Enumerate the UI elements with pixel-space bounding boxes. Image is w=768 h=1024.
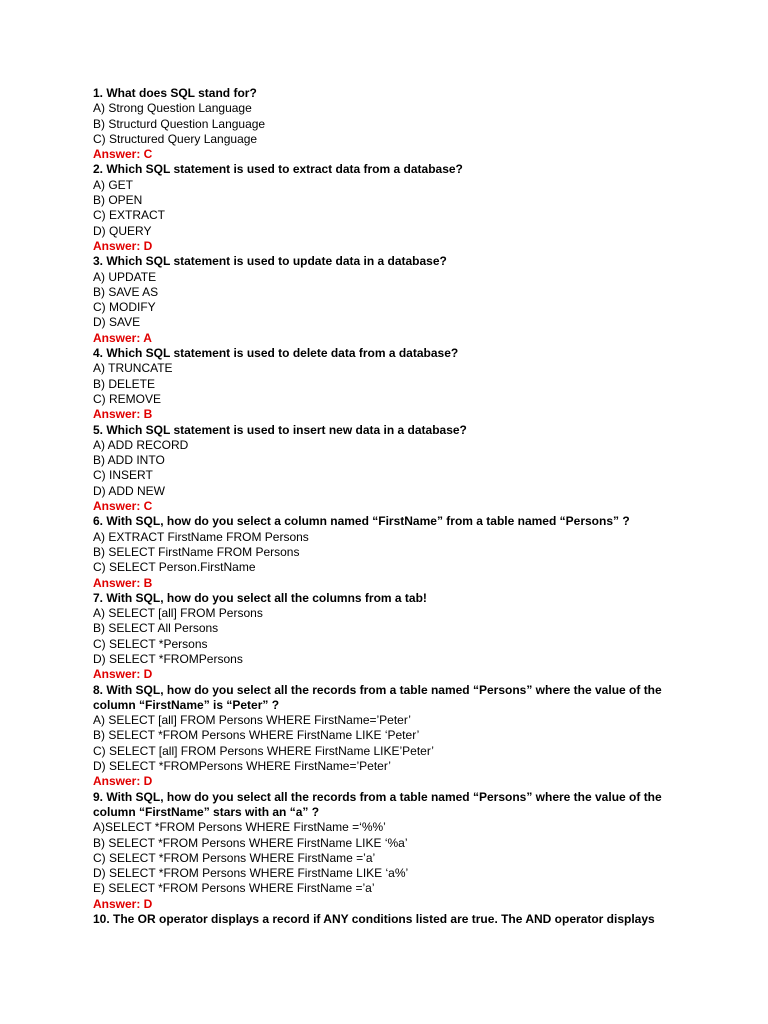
answer-option: C) Structured Query Language bbox=[93, 131, 258, 146]
question-text: 4. Which SQL statement is used to delete data from a database? bbox=[93, 346, 459, 361]
answer-option: A) TRUNCATE bbox=[93, 361, 173, 376]
answer-key: Answer: D bbox=[93, 896, 153, 911]
question-block bbox=[93, 254, 693, 346]
question-text: 7. With SQL, how do you select all the columns from a tab! bbox=[93, 590, 427, 605]
answer-option: A)SELECT *FROM Persons WHERE FirstName =‘%%’ bbox=[93, 820, 386, 835]
answer-option: B) SELECT *FROM Persons WHERE FirstName LIKE ‘Peter’ bbox=[93, 728, 420, 743]
answer-option: D) SELECT *FROMPersons bbox=[93, 651, 243, 666]
question-block bbox=[93, 86, 693, 162]
answer-option: A) SELECT [all] FROM Persons WHERE FirstName=’Peter’ bbox=[93, 713, 411, 728]
answer-key: Answer: D bbox=[93, 667, 153, 682]
answer-option: B) DELETE bbox=[93, 376, 156, 391]
question-text: 10. The OR operator displays a record if ANY conditions listed are true. The AND operator displays bbox=[93, 912, 655, 927]
answer-option: C) SELECT Person.FirstName bbox=[93, 560, 256, 575]
answer-option: D) ADD NEW bbox=[93, 483, 165, 498]
answer-key: Answer: C bbox=[93, 499, 153, 514]
answer-option: B) Structurd Question Language bbox=[93, 116, 266, 131]
question-block bbox=[93, 790, 693, 912]
question-text: 1. What does SQL stand for? bbox=[93, 86, 257, 100]
question-text: 2. Which SQL statement is used to extract data from a database? bbox=[93, 162, 463, 177]
answer-key: Answer: B bbox=[93, 575, 153, 590]
answer-option: A) EXTRACT FirstName FROM Persons bbox=[93, 529, 309, 544]
question-block bbox=[93, 346, 693, 422]
question-block bbox=[93, 162, 693, 254]
answer-option: C) REMOVE bbox=[93, 391, 162, 406]
answer-option: B) ADD INTO bbox=[93, 453, 165, 468]
answer-option: C) INSERT bbox=[93, 468, 153, 483]
answer-option: A) Strong Question Language bbox=[93, 101, 252, 116]
answer-key: Answer: D bbox=[93, 238, 153, 253]
answer-key: Answer: D bbox=[93, 774, 153, 789]
question-text: 9. With SQL, how do you select all the records from a table named “Persons” where the value of the column “FirstName” stars with an “a” ? bbox=[93, 789, 662, 819]
answer-option: C) EXTRACT bbox=[93, 208, 165, 223]
answer-option: B) SAVE AS bbox=[93, 284, 159, 299]
answer-option: D) QUERY bbox=[93, 223, 152, 238]
answer-option: A) ADD RECORD bbox=[93, 437, 189, 452]
answer-option: A) GET bbox=[93, 177, 134, 192]
question-block bbox=[93, 591, 693, 683]
answer-option: C) SELECT *Persons bbox=[93, 636, 208, 651]
answer-key: Answer: C bbox=[93, 147, 153, 162]
answer-option: A) SELECT [all] FROM Persons bbox=[93, 606, 263, 621]
question-block bbox=[93, 683, 693, 790]
question-block bbox=[93, 514, 693, 590]
answer-option: B) SELECT *FROM Persons WHERE FirstName LIKE ‘%a’ bbox=[93, 835, 408, 850]
document-body bbox=[93, 86, 693, 927]
question-text: 6. With SQL, how do you select a column named “FirstName” from a table named “Persons” ? bbox=[93, 514, 630, 529]
answer-key: Answer: A bbox=[93, 330, 152, 345]
answer-option: E) SELECT *FROM Persons WHERE FirstName =’a’ bbox=[93, 881, 375, 896]
answer-option: D) SELECT *FROMPersons WHERE FirstName=’Peter’ bbox=[93, 759, 391, 774]
question-text: 8. With SQL, how do you select all the records from a table named “Persons” where the value of the column “FirstName” is “Peter” ? bbox=[93, 682, 662, 712]
answer-option: B) SELECT FirstName FROM Persons bbox=[93, 544, 300, 559]
question-text: 5. Which SQL statement is used to insert new data in a database? bbox=[93, 422, 467, 437]
answer-option: A) UPDATE bbox=[93, 269, 157, 284]
answer-option: D) SELECT *FROM Persons WHERE FirstName LIKE ‘a%’ bbox=[93, 866, 409, 881]
question-block bbox=[93, 423, 693, 515]
question-text: 3. Which SQL statement is used to update data in a database? bbox=[93, 254, 447, 269]
answer-option: D) SAVE bbox=[93, 315, 141, 330]
question-block bbox=[93, 912, 693, 927]
answer-option: C) SELECT [all] FROM Persons WHERE FirstName LIKE’Peter’ bbox=[93, 743, 434, 758]
answer-option: B) OPEN bbox=[93, 193, 143, 208]
answer-option: C) MODIFY bbox=[93, 300, 156, 315]
answer-key: Answer: B bbox=[93, 407, 153, 422]
answer-option: B) SELECT All Persons bbox=[93, 621, 219, 636]
answer-option: C) SELECT *FROM Persons WHERE FirstName =’a’ bbox=[93, 850, 376, 865]
